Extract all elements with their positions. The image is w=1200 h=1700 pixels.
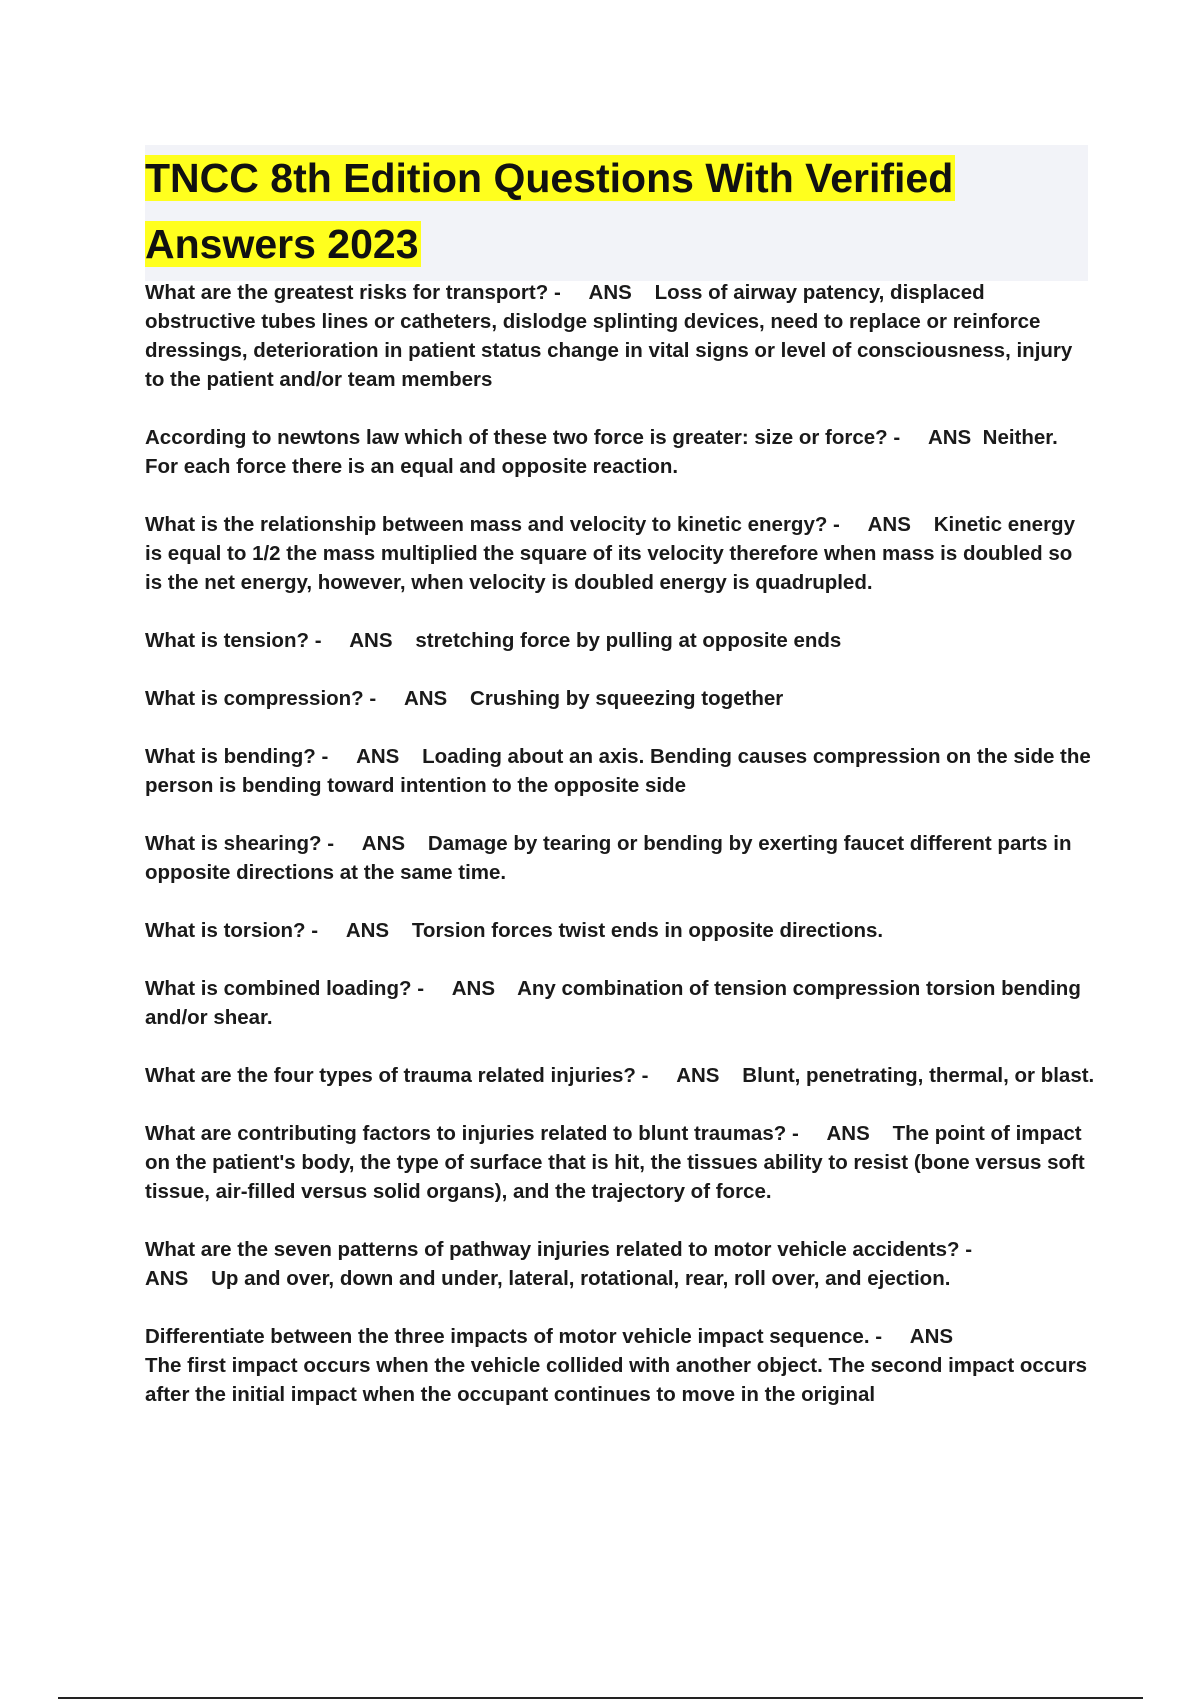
qa-item	[145, 423, 1095, 481]
ans-label: ANS	[909, 1325, 954, 1348]
title-block	[145, 145, 1088, 281]
question-text: What is bending? -	[145, 745, 329, 768]
answer-text: Loss of airway patency, displaced obstructive tubes lines or catheters, dislodge splinting devices, need to replace or reinforce dressings, deterioration in patient status change in vital signs or level of consciousness, injury to the patient and/or team members	[145, 281, 1078, 391]
question-text: What is combined loading? -	[145, 977, 425, 1000]
qa-item	[145, 510, 1095, 597]
question-text: What is torsion? -	[145, 919, 319, 942]
footer-rule	[58, 1697, 1143, 1699]
answer-text: Damage by tearing or bending by exerting faucet different parts in opposite directions at the same time.	[145, 832, 1078, 884]
qa-item	[145, 916, 1095, 945]
document-title-highlight: TNCC 8th Edition Questions With Verified Answers 2023	[145, 155, 954, 267]
answer-text: The first impact occurs when the vehicle collided with another object. The second impact occurs after the initial impact when the occupant continues to move in the original	[145, 1354, 1093, 1406]
qa-item	[145, 829, 1095, 887]
qa-list	[145, 278, 1095, 1438]
answer-text: Kinetic energy is equal to 1/2 the mass multiplied the square of its velocity therefore when mass is doubled so is the net energy, however, when velocity is doubled energy is quadrupled.	[145, 513, 1081, 594]
answer-text: stretching force by pulling at opposite ends	[415, 629, 842, 652]
answer-text: Neither. For each force there is an equal and opposite reaction.	[145, 426, 1064, 478]
ans-label: ANS	[826, 1122, 870, 1145]
answer-text: Any combination of tension compression torsion bending and/or shear.	[145, 977, 1087, 1029]
answer-text: Up and over, down and under, lateral, rotational, rear, roll over, and ejection.	[211, 1267, 951, 1290]
qa-item	[145, 684, 1095, 713]
answer-text: Blunt, penetrating, thermal, or blast.	[742, 1064, 1095, 1087]
ans-label: ANS	[451, 977, 496, 1000]
ans-label: ANS	[356, 745, 400, 768]
ans-label: ANS	[345, 919, 390, 942]
question-text: What is the relationship between mass and velocity to kinetic energy? -	[145, 513, 840, 536]
qa-item	[145, 1322, 1095, 1409]
question-text: What are the four types of trauma related injuries? -	[145, 1064, 649, 1087]
question-text: What are the greatest risks for transport? -	[145, 281, 561, 304]
qa-item	[145, 1119, 1095, 1206]
ans-label: ANS	[145, 1267, 189, 1290]
qa-item	[145, 1061, 1095, 1090]
ans-label: ANS	[588, 281, 632, 304]
qa-item	[145, 278, 1095, 394]
question-text: Differentiate between the three impacts of motor vehicle impact sequence. -	[145, 1325, 883, 1348]
ans-label: ANS	[927, 426, 972, 449]
document-title	[145, 145, 1088, 277]
question-text: What is tension? -	[145, 629, 322, 652]
qa-item	[145, 1235, 1095, 1293]
ans-label: ANS	[867, 513, 911, 536]
answer-text: The point of impact on the patient's body, the type of surface that is hit, the tissues ability to resist (bone versus soft tissue, air-filled versus solid organs), and the trajectory of force.	[145, 1122, 1091, 1203]
ans-label: ANS	[361, 832, 406, 855]
question-text: What are contributing factors to injuries related to blunt traumas? -	[145, 1122, 799, 1145]
question-text: What is compression? -	[145, 687, 377, 710]
qa-item	[145, 742, 1095, 800]
qa-item	[145, 974, 1095, 1032]
question-text: What are the seven patterns of pathway injuries related to motor vehicle accidents? -	[145, 1238, 973, 1261]
answer-text: Torsion forces twist ends in opposite directions.	[411, 919, 884, 942]
ans-label: ANS	[403, 687, 448, 710]
ans-label: ANS	[349, 629, 393, 652]
ans-label: ANS	[676, 1064, 720, 1087]
answer-text: Crushing by squeezing together	[470, 687, 784, 710]
qa-item	[145, 626, 1095, 655]
answer-text: Loading about an axis. Bending causes compression on the side the person is bending toward intention to the opposite side	[145, 745, 1097, 797]
question-text: What is shearing? -	[145, 832, 335, 855]
question-text: According to newtons law which of these two force is greater: size or force? -	[145, 426, 901, 449]
